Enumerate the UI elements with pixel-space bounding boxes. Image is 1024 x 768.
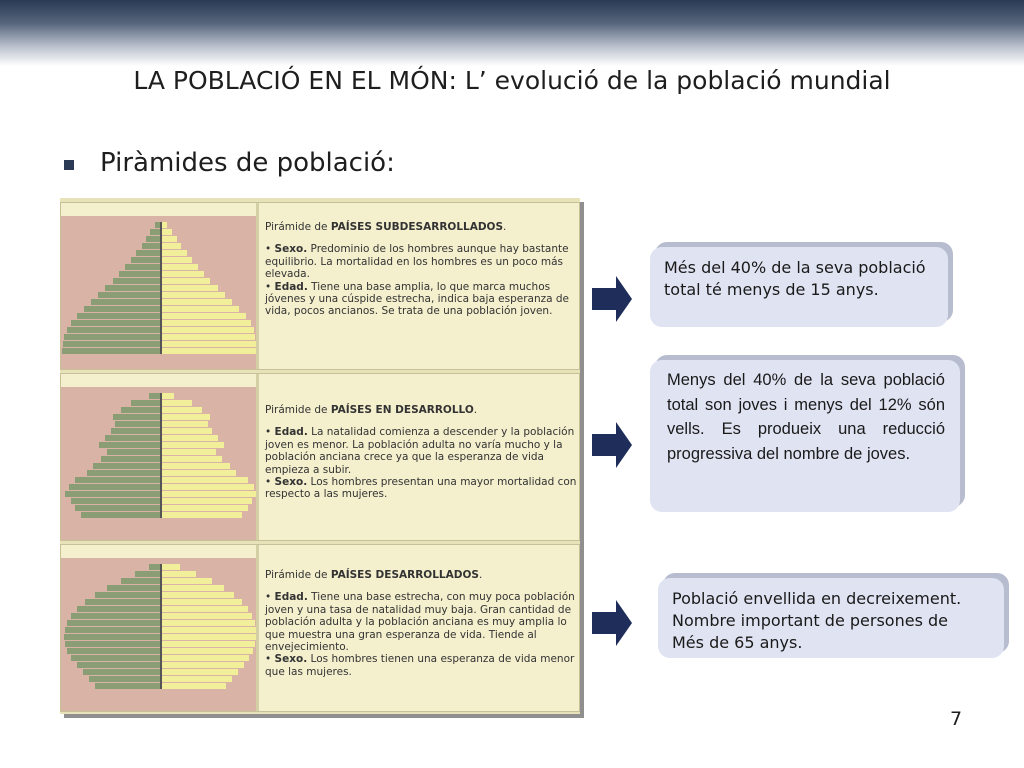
- panel-en-desarrollo: [60, 373, 580, 541]
- callout-line: Més del 40% de la seva població: [664, 258, 926, 277]
- arrow-right-icon: [592, 600, 632, 646]
- pyramid-top-strip: [61, 203, 256, 216]
- pyramid-chart: [61, 203, 256, 369]
- header-band: [0, 0, 1024, 66]
- slide-subtitle: Piràmides de població:: [100, 148, 395, 178]
- panel-item: • Sexo. Predominio de los hombres aunque hay bastante equilibrio. La mortalidad en los hombres es un poco más elevada.: [265, 243, 569, 281]
- callout-line: Nombre important de persones de: [672, 611, 948, 630]
- pyramid-subdesarrollados: [61, 203, 259, 369]
- panel-item: • Edad. Tiene una base estrecha, con muy poca población joven y una tasa de natalidad muy baja. Gran cantidad de población adulta y la población anciana es muy amplia lo que muestra una gran esperanza de vida. Tiende al envejecimiento.: [265, 591, 575, 654]
- page-number: 7: [950, 708, 963, 730]
- panel-subdesarrollados: [60, 202, 580, 370]
- panel-item: • Sexo. Los hombres tienen una esperanza de vida menor que las mujeres.: [265, 653, 575, 678]
- callout-desarrollados: [658, 578, 1004, 658]
- panel-desarrollados: [60, 544, 580, 712]
- panel-heading: Pirámide de PAÍSES SUBDESARROLLADOS.: [265, 221, 507, 233]
- pyramids-figure: [60, 198, 580, 714]
- callout-line: Més de 65 anys.: [672, 633, 803, 652]
- pyramid-en-desarrollo: [61, 374, 259, 540]
- panel-item: • Edad. Tiene una base amplia, lo que marca muchos jóvenes y una cúspide estrecha, indica baja esperanza de vida, pocos ancianos. Se trata de una población joven.: [265, 280, 570, 318]
- pyramid-axis: [160, 222, 162, 354]
- callout-line: Població envellida en decreixement.: [672, 589, 962, 608]
- panel-heading: Pirámide de PAÍSES EN DESARROLLO.: [265, 404, 478, 416]
- callout-en-desarrollo: Menys del 40% de la seva població total son joves i menys del 12% són vells. Es produeix una reducció progressiva del nombre de joves.: [650, 360, 960, 512]
- callout-line: total té menys de 15 anys.: [664, 280, 879, 299]
- pyramid-desarrollados: [61, 545, 259, 711]
- panel-text: [265, 221, 577, 318]
- arrow-right-icon: [592, 422, 632, 468]
- bullet-icon: [64, 160, 74, 170]
- slide-title: LA POBLACIÓ EN EL MÓN: L’ evolució de la població mundial: [133, 66, 891, 95]
- panel-text: [265, 404, 577, 501]
- panel-item: • Edad. La natalidad comienza a descender y la población joven es menor. La población adulta no varía mucho y la población anciana crece ya que la esperanza de vida empieza a subir.: [265, 426, 575, 476]
- panel-text: [265, 569, 577, 678]
- pyramid-chart: [61, 545, 256, 711]
- callout-subdesarrollados: [650, 247, 948, 327]
- pyramid-chart: [61, 374, 256, 540]
- arrow-right-icon: [592, 276, 632, 322]
- panel-heading: Pirámide de PAÍSES DESARROLLADOS.: [265, 569, 483, 581]
- panel-item: • Sexo. Los hombres presentan una mayor mortalidad con respecto a las mujeres.: [265, 476, 577, 501]
